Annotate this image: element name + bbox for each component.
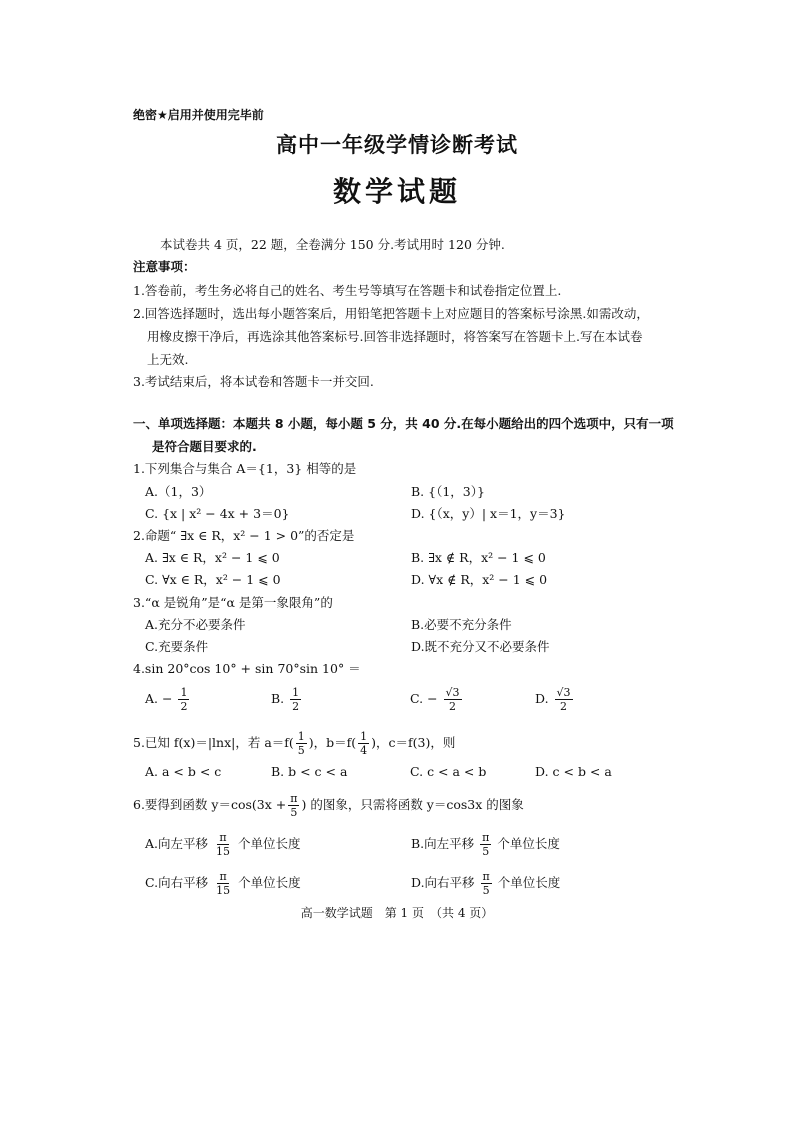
- fraction: [214, 870, 232, 897]
- question-3-stem: 3.“α 是锐角”是“α 是第一象限角”的: [133, 595, 333, 610]
- fraction: [288, 792, 299, 819]
- fraction: [290, 686, 301, 713]
- exam-intro: 本试卷共 4 页，22 题，全卷满分 150 分.考试用时 120 分钟.: [160, 237, 505, 252]
- question-6-option-a: [145, 831, 301, 858]
- question-1-stem: 1.下列集合与集合 A＝{1，3} 相等的是: [133, 461, 357, 476]
- question-2-option-d: D. ∀x ∉ R，x² − 1 ⩽ 0: [411, 572, 548, 587]
- note-2-line-2: 用橡皮擦干净后，再选涂其他答案标号.回答非选择题时，将答案写在答题卡上.写在本试卷: [147, 329, 643, 344]
- option-label: A.向左平移: [145, 836, 209, 851]
- fraction-numerator: π: [219, 831, 227, 844]
- stem-text: 6.要得到函数 y＝cos(3x +: [133, 797, 287, 812]
- question-5-option-a: A. a < b < c: [145, 764, 222, 779]
- question-2-option-a: A. ∃x ∈ R，x² − 1 ⩽ 0: [145, 550, 280, 565]
- fraction-denominator: 15: [216, 884, 231, 897]
- question-2-stem: 2.命题“ ∃x ∈ R，x² − 1 > 0”的否定是: [133, 528, 355, 543]
- stem-text: )，c＝f(3)，则: [371, 735, 456, 750]
- section-heading-line-1: 一、单项选择题：本题共 8 小题，每小题 5 分，共 40 分.在每小题给出的四个选项中，只有一项: [133, 416, 674, 431]
- question-4-option-d: [535, 686, 575, 713]
- fraction: [214, 831, 232, 858]
- section-heading-line-2: 是符合题目要求的.: [152, 439, 257, 454]
- question-4-option-c: [410, 686, 464, 713]
- option-text: 个单位长度: [238, 875, 301, 890]
- confidentiality-notice: 绝密★启用并使用完毕前: [133, 108, 264, 122]
- stem-text: ) 的图象，只需将函数 y＝cos3x 的图象: [301, 797, 524, 812]
- question-4-option-b: [271, 686, 303, 713]
- fraction-numerator: 1: [292, 686, 300, 699]
- question-1-option-b: B. {（1，3）}: [411, 484, 485, 499]
- question-5-option-b: B. b < c < a: [271, 764, 348, 779]
- question-2-option-c: C. ∀x ∈ R，x² − 1 ⩽ 0: [145, 572, 281, 587]
- question-1-option-a: A.（1，3）: [145, 484, 212, 499]
- option-label: B.: [271, 691, 285, 706]
- note-1: 1.答卷前，考生务必将自己的姓名、考生号等填写在答题卡和试卷指定位置上.: [133, 283, 562, 298]
- fraction-numerator: 1: [297, 730, 305, 743]
- fraction-numerator: 1: [360, 730, 368, 743]
- option-label: A. −: [145, 691, 173, 706]
- question-4-option-a: [145, 686, 191, 713]
- fraction-denominator: 5: [482, 845, 490, 858]
- question-6-option-b: [411, 831, 560, 858]
- fraction: [480, 831, 491, 858]
- question-4-stem: 4.sin 20°cos 10° + sin 70°sin 10° ＝: [133, 661, 361, 676]
- question-3-option-b: B.必要不充分条件: [411, 617, 512, 632]
- fraction: [296, 730, 307, 757]
- note-3: 3.考试结束后，将本试卷和答题卡一并交回.: [133, 374, 374, 389]
- question-3-option-d: D.既不充分又不必要条件: [411, 639, 550, 654]
- question-6-stem: [133, 792, 524, 819]
- question-5-stem: [133, 730, 455, 757]
- question-6-option-c: [145, 870, 301, 897]
- question-1-option-d: D. {（x，y）| x＝1，y＝3}: [411, 506, 566, 521]
- stem-text: 5.已知 f(x)＝|lnx|，若 a＝f(: [133, 735, 294, 750]
- fraction-numerator: π: [219, 870, 227, 883]
- question-2-option-b: B. ∃x ∉ R，x² − 1 ⩽ 0: [411, 550, 546, 565]
- fraction-denominator: 5: [290, 806, 298, 819]
- fraction-denominator: 15: [216, 845, 230, 858]
- note-2-line-1: 2.回答选择题时，选出每小题答案后，用铅笔把答题卡上对应题目的答案标号涂黑.如需改动，: [133, 306, 649, 321]
- fraction-numerator: π: [482, 870, 490, 883]
- fraction: [555, 686, 573, 713]
- fraction-numerator: √3: [445, 686, 460, 699]
- fraction-numerator: 1: [180, 686, 188, 699]
- option-label: D.: [535, 691, 549, 706]
- fraction-numerator: π: [290, 792, 298, 805]
- fraction-denominator: 2: [180, 700, 188, 713]
- page-footer: 高一数学试题 第 1 页 （共 4 页）: [300, 906, 494, 920]
- fraction: [444, 686, 462, 713]
- fraction-numerator: π: [482, 831, 490, 844]
- fraction-numerator: √3: [556, 686, 571, 699]
- stem-text: )，b＝f(: [308, 735, 357, 750]
- fraction-denominator: 4: [360, 744, 368, 757]
- option-label: C. −: [410, 691, 438, 706]
- question-3-option-a: A.充分不必要条件: [145, 617, 246, 632]
- fraction: [481, 870, 492, 897]
- question-5-option-c: C. c < a < b: [410, 764, 487, 779]
- fraction-denominator: 2: [560, 700, 568, 713]
- question-5-option-d: D. c < b < a: [535, 764, 612, 779]
- fraction-denominator: 2: [449, 700, 457, 713]
- fraction-denominator: 5: [297, 744, 305, 757]
- option-text: 个单位长度: [237, 836, 301, 851]
- option-label: D.向右平移: [411, 875, 475, 890]
- option-label: C.向右平移: [145, 875, 209, 890]
- question-1-option-c: C. {x | x² − 4x + 3＝0}: [145, 506, 290, 521]
- fraction-denominator: 5: [482, 884, 490, 897]
- exam-subject: 数学试题: [332, 175, 461, 208]
- note-2-line-3: 上无效.: [147, 352, 189, 367]
- notes-heading: 注意事项：: [133, 259, 196, 274]
- question-6-option-d: [411, 870, 560, 897]
- exam-title: 高中一年级学情诊断考试: [276, 133, 518, 157]
- fraction-denominator: 2: [292, 700, 300, 713]
- fraction: [358, 730, 369, 757]
- option-label: B.向左平移: [411, 836, 475, 851]
- option-text: 个单位长度: [497, 875, 561, 890]
- question-3-option-c: C.充要条件: [145, 639, 209, 654]
- fraction: [178, 686, 189, 713]
- option-text: 个单位长度: [497, 836, 560, 851]
